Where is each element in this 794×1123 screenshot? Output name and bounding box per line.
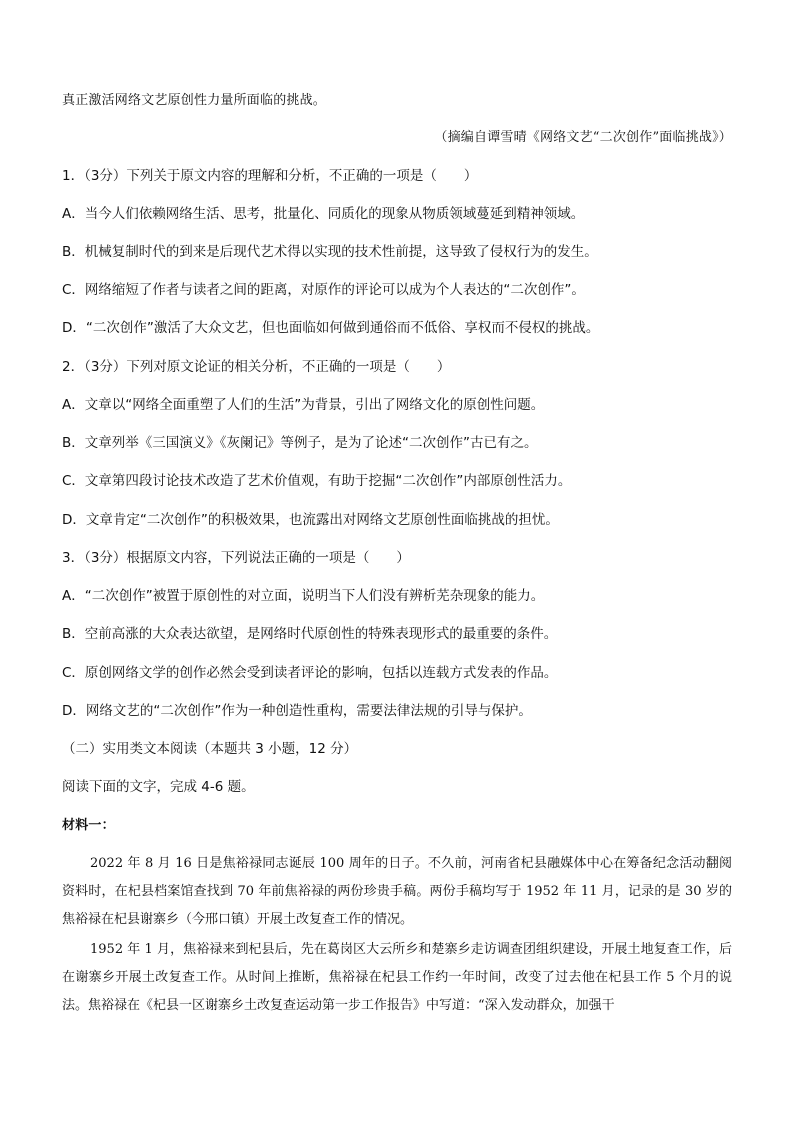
question-1-option-c: C．网络缩短了作者与读者之间的距离，对原作的评论可以成为个人表达的“二次创作”。 (62, 282, 585, 298)
question-3-option-a: A．“二次创作”被置于原创性的对立面，说明当下人们没有辨析芜杂现象的能力。 (62, 588, 545, 604)
question-3-stem: 3．（3分）根据原文内容，下列说法正确的一项是（ ） (62, 550, 410, 566)
question-2-option-b: B．文章列举《三国演义》《灰阑记》等例子，是为了论述“二次创作”古已有之。 (62, 435, 538, 451)
question-2-option-a: A．文章以“网络全面重塑了人们的生活”为背景，引出了网络文化的原创性问题。 (62, 397, 545, 413)
question-2-stem: 2．（3分）下列对原文论证的相关分析，不正确的一项是（ ） (62, 359, 451, 375)
question-2-option-d: D．文章肯定“二次创作”的积极效果，也流露出对网络文艺原创性面临挑战的担忧。 (62, 512, 559, 528)
question-1-option-b: B．机械复制时代的到来是后现代艺术得以实现的技术性前提，这导致了侵权行为的发生。 (62, 244, 598, 260)
material-paragraph-1: 2022 年 8 月 16 日是焦裕禄同志诞辰 100 周年的日子。不久前，河南省杞县融媒体中心在筹备纪念活动翻阅资料时，在杞县档案馆查找到 70 年前焦裕禄的两份珍贵手稿。两份手稿均写于 1952 年 11 月，记录的是 30 岁的焦裕禄在杞县谢寨乡（今邢口镇）开展土改复查工作的情况。 (62, 856, 732, 927)
section-instruction: 阅读下面的文字，完成 4-6 题。 (62, 779, 255, 795)
question-3-option-d: D．网络文艺的“二次创作”作为一种创造性重构，需要法律法规的引导与保护。 (62, 703, 532, 719)
source-citation: （摘编自谭雪晴《网络文艺“二次创作”面临挑战》） (434, 130, 732, 145)
material-paragraph-2: 1952 年 1 月，焦裕禄来到杞县后，先在葛岗区大云所乡和楚寨乡走访调查团组织建设，开展土地复查工作，后在谢寨乡开展土改复查工作。从时间上推断，焦裕禄在杞县工作约一年时间，改变了过去他在杞县工作 5 个月的说法。焦裕禄在《杞县一区谢寨乡土改复查运动第一步工作报告》中写道：“深入发动群众，加强干 (62, 942, 732, 1013)
question-1-option-a: A．当今人们依赖网络生活、思考，批量化、同质化的现象从物质领域蔓延到精神领域。 (62, 206, 585, 222)
material-title: 材料一： (62, 818, 115, 833)
question-3-option-c: C．原创网络文学的创作必然会受到读者评论的影响，包括以连载方式发表的作品。 (62, 665, 558, 681)
question-1-option-d: D．“二次创作”激活了大众文艺，但也面临如何做到通俗而不低俗、享权而不侵权的挑战。 (62, 320, 600, 336)
question-3-option-b: B．空前高涨的大众表达欲望，是网络时代原创性的特殊表现形式的最重要的条件。 (62, 626, 558, 642)
section-heading: （二）实用类文本阅读（本题共 3 小题，12 分） (62, 741, 358, 757)
question-1-stem: 1．（3分）下列关于原文内容的理解和分析，不正确的一项是（ ） (62, 168, 478, 184)
question-2-option-c: C．文章第四段讨论技术改造了艺术价值观，有助于挖掘“二次创作”内部原创性活力。 (62, 473, 572, 489)
intro-ending: 真正激活网络文艺原创性力量所面临的挑战。 (62, 93, 327, 108)
